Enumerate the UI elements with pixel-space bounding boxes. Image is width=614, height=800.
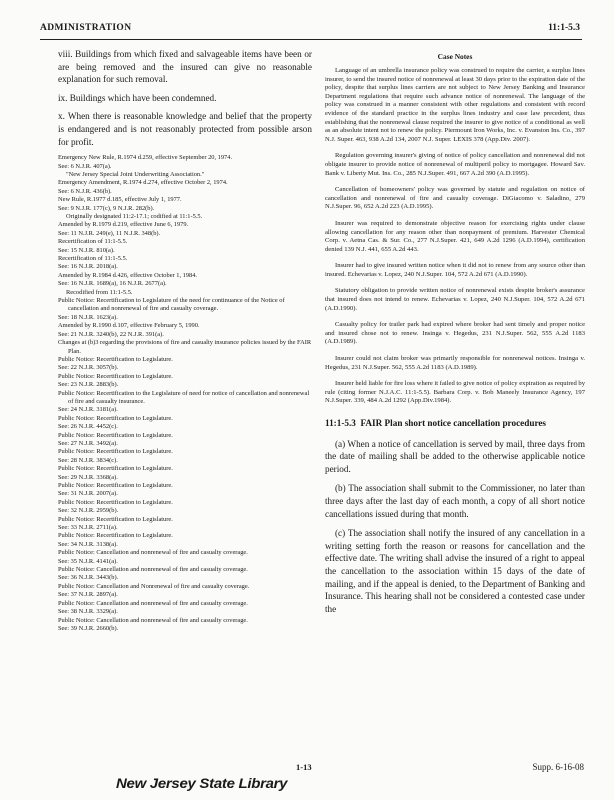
list-item-x: x. When there is reasonable knowledge and belief that the property is endangered and is not reasonably protected from possible arson for profit. <box>58 111 312 147</box>
source-note: Amended by R.1990 d.107, effective February 5, 1990. <box>58 322 200 330</box>
source-note: Recertification of 11:1-5.5. <box>58 255 128 263</box>
header-title: ADMINISTRATION <box>40 23 132 33</box>
source-note: Public Notice: Recertification to Legislature. <box>58 414 173 422</box>
source-note: Emergency New Rule, R.1974 d.259, effective September 20, 1974. <box>58 154 233 162</box>
case-note: Language of an umbrella insurance policy was construed to require the carrier, a surplus lines insurer, to send the insured notice of nonrenewal at least 30 days prior to the expiration date of the policy, despite that surplus lines carriers are not subject to New Jersey Banking and Insurance Department regulations that require such advance notice of nonrenewal. The language of the policy was construed in a manner consistent with other regulations and consistent with record evidence of the standard practice in the surplus lines industry and case law precedent, thus establishing that the nonrenewal clause required the insurer to give notice of a conditional as well as an absolute intent not to renew the policy. Piermount Iron Works, Inc. v. Evanston Ins. Co., 397 N.J. Super. 463, 938 A.2d 134, 2007 N.J. Super. LEXIS 378 (App.Div. 2007). <box>325 67 585 143</box>
source-note: Public Notice: Recertification to Legislature. <box>58 532 173 540</box>
case-note: Regulation governing insurer's giving of notice of policy cancellation and nonrenewal did not obligate insurer to provide notice of nonrenewal of multiperil policy to mortgagee. Howard Sav. Bank v. Liberty Mut. Ins. Co., 285 N.J.Super. 491, 667 A.2d 390 (A.D.1995). <box>325 152 585 177</box>
source-note: See: 38 N.J.R. 3329(a). <box>58 608 118 616</box>
source-note: Amended by R.1979 d.219, effective June 6, 1979. <box>58 221 189 229</box>
section-number: 11:1-5.3 <box>325 418 356 428</box>
header-section-number: 11:1-5.3 <box>548 23 580 33</box>
case-note: Insurer was required to demonstrate objective reason for exercising rights under clause allowing cancellation for any reason other than nonpayment of premium. Harvester Chemical Corp. v. Aetna Cas. & Sur. Co., 277 N.J.Super. 421, 649 A.2d 1296 (A.D.1994), certification denied 139 N.J. 441, 655 A.2d 443. <box>325 219 585 253</box>
source-note: Public Notice: Cancellation and nonrenewal of fire and casualty coverage. <box>58 566 248 574</box>
source-note: See: 11 N.J.R. 249(e), 11 N.J.R. 348(b). <box>58 229 161 237</box>
source-note: See: 18 N.J.R. 1623(a). <box>58 313 118 321</box>
source-note: Public Notice: Recertification to Legislature. <box>58 431 173 439</box>
section-paragraph-c: (c) The association shall notify the insured of any cancellation in a writing setting forth the reason or reasons for cancellation and the effective date. The writing shall advise the insured of a right to appeal the cancellation to the association within 15 days of the date of mailing, and if the appeal is denied, to the Department of Banking and Insurance. This hearing shall not be considered a contested case under the <box>325 528 585 614</box>
supplement-date: Supp. 6-16-08 <box>532 762 584 772</box>
source-note: Changes at (b)3 regarding the provisions of fire and casualty insurance policies issued by the FAIR Plan. <box>58 339 312 355</box>
list-item-ix: ix. Buildings which have been condemned. <box>58 92 217 103</box>
case-note: Insurer had to give insured written notice when it did not to renew from any source other than insured. Echevarias v. Lopez, 240 N.J.Super. 104, 572 A.2d 671 (A.D.1990). <box>325 262 585 278</box>
source-note: See: 22 N.J.R. 3057(b). <box>58 364 119 372</box>
section-title: FAIR Plan short notice cancellation procedures <box>360 418 547 428</box>
source-note: See: 23 N.J.R. 2883(b). <box>58 381 119 389</box>
source-note: Public Notice: Cancellation and nonrenewal of fire and casualty coverage. <box>58 616 248 624</box>
source-note: Originally designated 11:2-17.1; codified at 11:1-5.5. <box>66 213 203 220</box>
source-note: See: 16 N.J.R. 2018(a). <box>58 263 118 271</box>
source-note: Recodified from 11:1-5.5. <box>66 288 133 296</box>
source-note: See: 39 N.J.R. 2660(b). <box>58 624 119 632</box>
case-note: Cancellation of homeowners' policy was governed by statute and regulation on notice of cancellation and nonrenewal of fire and casualty coverage. DiGiacomo v. Saladino, 279 N.J.Super. 96, 652 A.2d 223 (A.D.1995). <box>325 186 585 211</box>
source-note: See: 29 N.J.R. 3368(a). <box>58 473 118 481</box>
source-note: Public Notice: Recertification to Legislature of the need for continuance of the Notice of cancellation and nonrenewal of fire and casualty coverage. <box>58 297 285 313</box>
source-note: Public Notice: Recertification to Legislature. <box>58 448 173 456</box>
source-note: See: 21 N.J.R. 3240(b), 22 N.J.R. 391(a). <box>58 330 164 338</box>
source-note: See: 24 N.J.R. 3181(a). <box>58 406 118 414</box>
source-note: Emergency Amendment, R.1974 d.274, effective October 2, 1974. <box>58 179 228 187</box>
source-note: See: 36 N.J.R. 3443(b). <box>58 574 119 582</box>
source-note: Public Notice: Recertification to Legislature. <box>58 355 173 363</box>
source-note: Public Notice: Recertification to Legislature. <box>58 515 173 523</box>
case-note: Statutory obligation to provide written notice of nonrenewal exists despite broker's assurance that insured does not intend to renew. Echevarias v. Lopez, 240 N.J.Super. 104, 572 A.2d 671 (A.D.1990). <box>325 287 585 312</box>
source-note: See: 35 N.J.R. 4141(a). <box>58 557 118 565</box>
source-note: Public Notice: Cancellation and nonrenewal of fire and casualty coverage. <box>58 599 248 607</box>
source-note: Public Notice: Recertification to Legislature. <box>58 465 173 473</box>
source-note: Public Notice: Recertification to Legislature. <box>58 498 173 506</box>
source-note: See: 32 N.J.R. 2959(b). <box>58 507 119 515</box>
source-note: "New Jersey Special Joint Underwriting Association." <box>66 170 205 178</box>
source-note: See: 27 N.J.R. 3492(a). <box>58 439 118 447</box>
source-note: Public Notice: Cancellation and nonrenewal of fire and casualty coverage. <box>58 549 248 557</box>
source-note: See: 31 N.J.R. 2007(a). <box>58 490 118 498</box>
source-note: See: 9 N.J.R. 177(c), 9 N.J.R. 282(b). <box>58 204 155 212</box>
source-note: Public Notice: Recertification to Legislature. <box>58 482 173 489</box>
source-note: Public Notice: Recertification to Legislature. <box>58 372 173 380</box>
left-column <box>58 48 312 633</box>
source-note: Public Notice: Recertification to the Legislature of need for notice of cancellation and nonrenewal of fire and casualty insurance. <box>58 389 310 405</box>
source-note: See: 26 N.J.R. 4452(c). <box>58 423 118 431</box>
source-note: Public Notice: Cancellation and Nonrenewal of fire and casualty coverage. <box>58 582 250 590</box>
source-note: See: 15 N.J.R. 810(a). <box>58 246 115 254</box>
running-header <box>40 19 582 40</box>
source-note: See: 6 N.J.R. 436(b). <box>58 187 112 195</box>
case-notes-title: Case Notes <box>437 52 473 61</box>
source-note: New Rule, R.1977 d.185, effective July 1, 1977. <box>58 196 182 204</box>
source-note: See: 37 N.J.R. 2897(a). <box>58 591 118 599</box>
source-notes <box>58 154 312 633</box>
source-note: Amended by R.1984 d.426, effective October 1, 1984. <box>58 271 198 279</box>
source-note: Recertification of 11:1-5.5. <box>58 238 128 246</box>
case-note: Insurer held liable for fire loss where it failed to give notice of policy expiration as required by rule (citing former N.J.A.C. 11:1-5.5). Barbara Corp. v. Bob Maneely Insurance Agency, 197 N.J.Super. 339, 484 A.2d 1292 (App.Div.1984). <box>325 380 585 405</box>
right-column <box>325 48 585 622</box>
source-note: See: 34 N.J.R. 3138(a). <box>58 540 118 548</box>
source-note: See: 6 N.J.R. 407(a). <box>58 162 112 170</box>
section-paragraph-b: (b) The association shall submit to the Commissioner, no later than three days after the last day of each month, a copy of all short notice cancellations issued during that month. <box>325 483 585 519</box>
source-note: See: 33 N.J.R. 2711(a). <box>58 524 118 532</box>
case-note: Casualty policy for trailer park had expired where broker had sent timely and proper notice and insured chose not to renew. Insinga v. Hegedus, 231 N.J.Super. 562, 555 A.2d 1183 (A.D.1989). <box>325 321 585 346</box>
source-note: See: 16 N.J.R. 1689(a), 16 N.J.R. 2677(a). <box>58 280 167 288</box>
source-note: See: 28 N.J.R. 3834(c). <box>58 456 118 464</box>
list-item-viii: viii. Buildings from which fixed and salvageable items have been or are being removed and the insured can give no reasonable explanation for such removal. <box>58 49 312 85</box>
library-watermark: New Jersey State Library <box>116 775 288 792</box>
section-heading <box>325 418 585 430</box>
case-note: Insurer could not claim broker was primarily responsible for nonrenewal notices. Insinga v. Hegedus, 231 N.J.Super. 562, 555 A.2d 1183 (A.D.1989). <box>325 355 585 371</box>
case-notes <box>325 67 585 406</box>
section-paragraph-a: (a) When a notice of cancellation is served by mail, three days from the date of mailing shall be added to the otherwise applicable notice period. <box>325 438 585 474</box>
page-number: 1-13 <box>296 762 312 772</box>
